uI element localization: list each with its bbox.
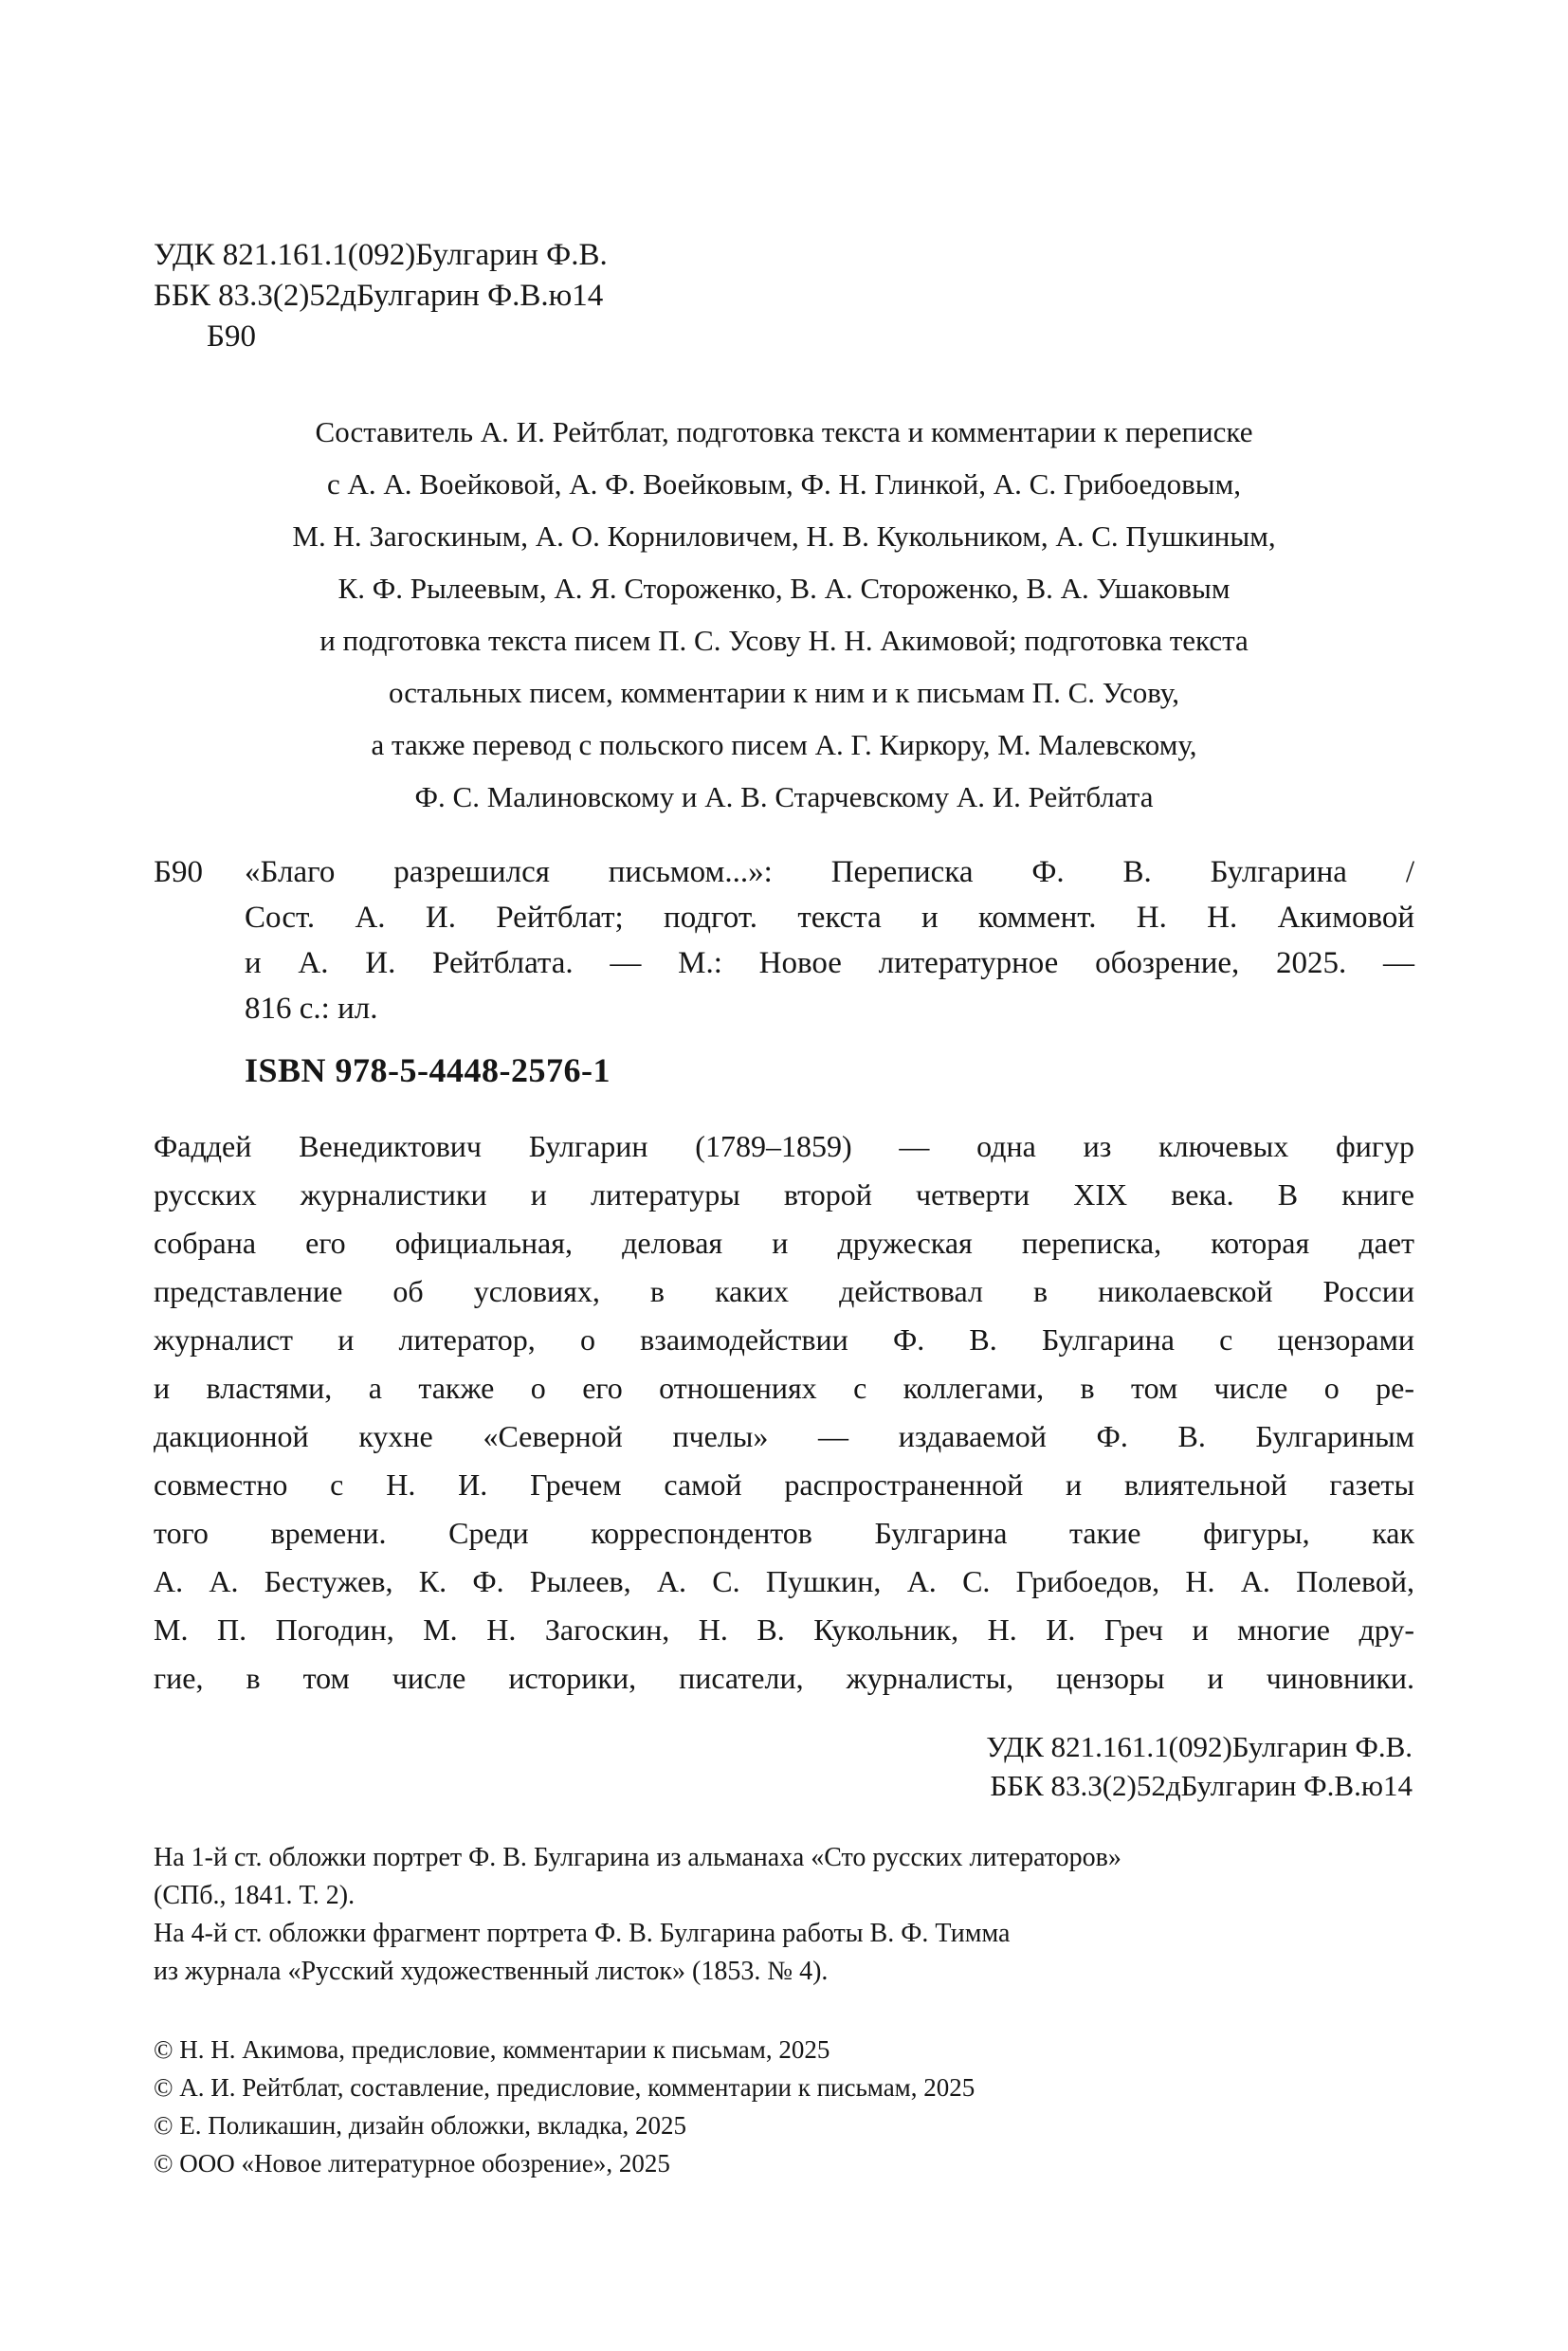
cover-note-line: На 4-й ст. обложки фрагмент портрета Ф. В. Булгарина работы В. Ф. Тимма: [154, 1919, 1011, 1948]
catalog-entry-line: и А. И. Рейтблата. — М.: Новое литературное обозрение, 2025. —: [245, 946, 1414, 980]
annotation-line: журналист и литератор, о взаимодействии Ф. В. Булгарина с цензорами: [154, 1322, 1414, 1357]
copyright-line: © ООО «Новое литературное обозрение», 2025: [154, 2149, 670, 2178]
annotation-line: А. А. Бестужев, К. Ф. Рылеев, А. С. Пушкин, А. С. Грибоедов, Н. А. Полевой,: [154, 1564, 1414, 1598]
cover-note-line: На 1-й ст. обложки портрет Ф. В. Булгарина из альманаха «Сто русских литераторов»: [154, 1843, 1121, 1872]
annotation-line: М. П. Погодин, М. Н. Загоскин, Н. В. Кукольник, Н. И. Греч и многие дру-: [154, 1613, 1414, 1647]
annotation-line: Фаддей Венедиктович Булгарин (1789–1859) — одна из ключевых фигур: [154, 1129, 1414, 1163]
catalog-entry: [154, 849, 1414, 1031]
cover-note-line: (СПб., 1841. Т. 2).: [154, 1881, 356, 1910]
bbk-line: ББК 83.3(2)52дБулгарин Ф.В.ю14: [154, 279, 604, 313]
annotation-paragraph: [154, 1122, 1414, 1703]
cover-note-line: из журнала «Русский художественный листок» (1853. № 4).: [154, 1957, 829, 1986]
udk-line-bottom: УДК 821.161.1(092)Булгарин Ф.В.: [986, 1730, 1413, 1763]
catalog-entry-code: Б90: [154, 855, 203, 889]
compiler-credits-line: остальных писем, комментарии к ним и к письмам П. С. Усову,: [389, 676, 1179, 709]
catalog-entry-line: «Благо разрешился письмом...»: Переписка Ф. В. Булгарина /: [245, 855, 1414, 889]
annotation-line: представление об условиях, в каких действовал в николаевской России: [154, 1274, 1414, 1308]
compiler-credits-line: с А. А. Воейковой, А. Ф. Воейковым, Ф. Н. Глинкой, А. С. Грибоедовым,: [327, 467, 1241, 501]
copyright-block: [154, 2031, 975, 2182]
compiler-credits-line: М. Н. Загоскиным, А. О. Корниловичем, Н. В. Кукольником, А. С. Пушкиным,: [292, 519, 1276, 553]
cover-illustration-notes: [154, 1839, 1121, 1991]
copyright-line: © Е. Поликашин, дизайн обложки, вкладка, 2025: [154, 2111, 687, 2140]
catalog-entry-description: [245, 849, 1414, 1031]
annotation-line: совместно с Н. И. Гречем самой распространенной и влиятельной газеты: [154, 1467, 1414, 1502]
bibliographic-codes-top: [154, 235, 608, 357]
author-sign-code: Б90: [207, 319, 256, 354]
bibliographic-codes-bottom: [986, 1727, 1413, 1805]
bbk-line-bottom: ББК 83.3(2)52дБулгарин Ф.В.ю14: [990, 1769, 1413, 1802]
annotation-line: русских журналистики и литературы второй четверти XIX века. В книге: [154, 1177, 1414, 1212]
annotation-line: дакционной кухне «Северной пчелы» — издаваемой Ф. В. Булгариным: [154, 1419, 1414, 1453]
compiler-credits-line: и подготовка текста писем П. С. Усову Н. Н. Акимовой; подготовка текста: [319, 624, 1249, 657]
copyright-line: © Н. Н. Акимова, предисловие, комментарии к письмам, 2025: [154, 2035, 830, 2064]
compiler-credits-line: К. Ф. Рылеевым, А. Я. Стороженко, В. А. Стороженко, В. А. Ушаковым: [337, 572, 1231, 605]
compiler-credits-line: Ф. С. Малиновскому и А. В. Старчевскому А. И. Рейтблата: [414, 780, 1154, 813]
compiler-credits-line: Составитель А. И. Рейтблат, подготовка текста и комментарии к переписке: [315, 415, 1253, 448]
compiler-credits-line: а также перевод с польского писем А. Г. Киркору, М. Малевскому,: [371, 728, 1197, 761]
annotation-line: того времени. Среди корреспондентов Булгарина такие фигуры, как: [154, 1516, 1414, 1550]
annotation-line: и властями, а также о его отношениях с коллегами, в том числе о ре-: [154, 1371, 1414, 1405]
isbn-number: ISBN 978-5-4448-2576-1: [245, 1051, 611, 1089]
compiler-credits: [154, 406, 1414, 823]
copyright-line: © А. И. Рейтблат, составление, предисловие, комментарии к письмам, 2025: [154, 2073, 975, 2102]
udk-line: УДК 821.161.1(092)Булгарин Ф.В.: [154, 238, 608, 272]
annotation-line: гие, в том числе историки, писатели, журналисты, цензоры и чиновники.: [154, 1661, 1414, 1695]
catalog-entry-line: 816 с.: ил.: [245, 992, 378, 1026]
catalog-entry-line: Сост. А. И. Рейтблат; подгот. текста и коммент. Н. Н. Акимовой: [245, 901, 1414, 935]
annotation-line: собрана его официальная, деловая и дружеская переписка, которая дает: [154, 1226, 1414, 1260]
